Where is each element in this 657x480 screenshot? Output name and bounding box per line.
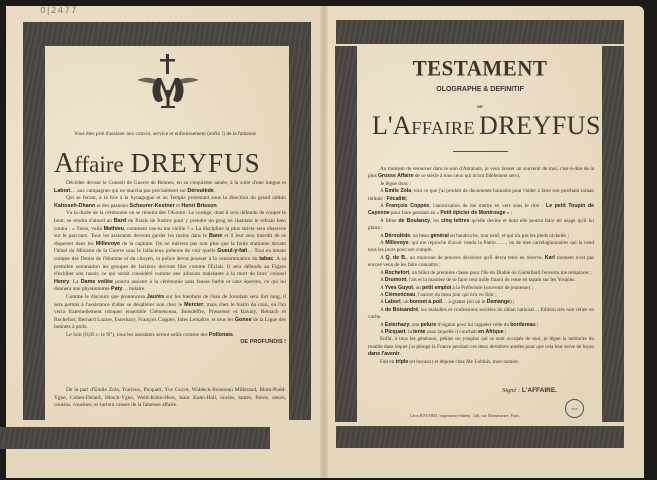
emphasis-name: Labori — [384, 299, 401, 306]
emphasis-name: Pollonais — [208, 331, 233, 338]
bequest-item: A Rochefort, un billet de première classe pour l'Ile du Diable où Guénillard l'enverra me remplacer ; — [380, 269, 592, 276]
left-frame-top — [23, 22, 311, 46]
left-frame-left — [23, 46, 45, 420]
emphasis-name: petit emploi — [422, 284, 452, 291]
emphasis-name: Q. de B. — [385, 254, 407, 261]
left-paragraph: Le Soir (0,05 c. le N°), tous les assistants seront soûls comme des Pollonais. — [66, 331, 235, 338]
emphasis-name: Jaurès — [146, 293, 165, 300]
left-paragraph: Décédée devant le Conseil de Guerre de Rennes, en sa cinquième année, à la suite d'une longue et Labori… aux campagnes qui ne marcha pas précisément sur Déroulède. — [54, 180, 286, 194]
bequest-item: A Drumont, l'art et la manière de se faire cent mille francs de rente en tapant sur les Youpins. — [380, 277, 576, 284]
bequest-item: A Labori, un bonnet à poil… à gratter (où on le Demange) ; — [380, 299, 515, 306]
emphasis-name: Bard — [113, 217, 127, 224]
intro-paragraph: Au moment de retourner dans le sein d'Abraham, je veux laisser un souvenir de moi, c'est-à-dire de la plus Grosse Affaire de ce siècle à tous ceux qui m'ont fidèlement servi. — [368, 166, 594, 180]
emphasis-name: Grosse Affaire — [377, 173, 414, 180]
emphasis-name: bonnet à poil — [409, 299, 442, 306]
title-name: DREYFUS — [130, 148, 261, 178]
emphasis-name: Emile Zola — [384, 188, 412, 195]
emphasis-name: Drumont — [384, 277, 407, 284]
right-frame-right — [602, 46, 624, 422]
center-fold — [320, 6, 328, 478]
invitation-text: Vous êtes prié d'assister aux convoi, service et enfouissement (enfin !) de la fameuse — [74, 131, 256, 137]
emphasis-name: bordereau — [510, 321, 536, 328]
bequest-intro: Je lègue donc : — [380, 180, 411, 187]
printer-imprint: Léon BAYARD, imprimeur-éditeur, 146, rue Montmartre, Paris. — [410, 413, 521, 418]
emphasis-name: Scheurer-Kestner — [129, 202, 175, 209]
emphasis-name: Rochefort — [384, 269, 410, 276]
emphasis-name: Millevoye — [385, 240, 409, 247]
library-stamp-icon: BnF — [565, 399, 584, 418]
emphasis-name: Fécalité — [386, 195, 407, 202]
made-in-paragraph: Fait en triple (et boyaux) et déposé chez Me Loblois, mon notaire. — [380, 358, 520, 365]
cross-monogram-emblem-icon — [133, 54, 203, 112]
right-frame-bottom — [336, 426, 624, 448]
bequest-item: A Millevoye, qui me reproche d'avoir vendu la Patrie……, un de mes carrelagionnaires qui la vend tous les jours pour son compte. — [368, 240, 594, 254]
closing-deprofundis: DE PROFUNDIS ! — [240, 339, 286, 346]
emphasis-name: Henry — [54, 278, 70, 285]
bequest-item: A Yves Guyot, un petit emploi à la Préfecture (souvenir de jeunesse) ; — [380, 284, 533, 291]
bequest-item: A Clémenceau, l'aurore du beau jour qui m'a vu finir ; — [380, 291, 497, 298]
emphasis-name: Esterhazy — [384, 321, 410, 328]
emphasis-name: Henri Brisson — [181, 202, 217, 209]
emphasis-name: dans l'avenir — [368, 351, 400, 358]
signatories-text: De la part d'Emile Zola, Trarieux, Picquart, Yve Guyot, Waldeck-Rousseau Millerand, Blum-Pudd-Ygue, Cohen-Delard, Hirsch-Ygne, Weill-Kohn-Hess, Isaac Kahn-Hall, oncles, tantes, frères, sœurs, cousins, cousines, et surtout causes de la fameuse affaire. — [54, 387, 286, 409]
emphasis-name: Dame voilée — [80, 278, 114, 285]
bequest-item: A Picquart, la tente sous laquelle il couchait en Afrique ; — [380, 328, 507, 335]
bequest-item: A de Boisandré, les maladies et confessions secrètes du uhlan national… Edition très rare reliée en vache. — [368, 306, 594, 321]
emphasis-name: général — [430, 232, 449, 239]
bequest-item: A Q. de B., un monceau de preuves décisives qu'il devra tenir en réserve, Karl moment n'est pas encore venu de les faire connaître ; — [368, 254, 594, 269]
emphasis-name: Bane — [209, 233, 223, 240]
emphasis-name: en Afrique — [478, 328, 504, 335]
emphasis-name: Petit épicier de Montrouge — [440, 210, 506, 217]
testament-subtitle: OLOGRAPHE & DEFINITIF — [436, 86, 524, 93]
left-title — [54, 148, 284, 180]
catalog-number: 0|2477 — [40, 6, 78, 16]
emphasis-name: Paty — [111, 286, 123, 293]
left-paragraph: Comme le discours que prononcera Jaurès sur les bienfaits de l'eau de Jourdain sera fort long, il sera permis à l'assistance d'aller se désaltérer non chez le Mercier, mais chez le bistro du coin, où l'on verra fraternellement trinquer ensemble Clémenceau, Boisdeffre, Pressensé et Bavary, Reinach et Rochefort, Bernard Lazare, Esterhazy, François Coppée, Jules Lemaître, et tous les Gonse de la Ligue des bonnets à poils. — [54, 293, 287, 331]
emphasis-name: Demange — [486, 299, 510, 306]
bequest-item: A Mme de Boulancy, les cinq lettres qu'elle devine et dont elle pourra faire tel usage qu'il lui plaira ; — [368, 217, 594, 232]
bequest-item: A Esterhazy, une pelure d'oignon pour lui rappeler celle du bordereau ; — [380, 321, 539, 328]
emphasis-name: Yves Guyot — [384, 284, 414, 291]
emphasis-name: de Boisandré — [385, 306, 419, 313]
emphasis-name: triple — [395, 358, 409, 365]
signature — [502, 387, 557, 394]
emphasis-name: François Coppée — [385, 203, 430, 210]
testament-connector: DE — [477, 104, 483, 109]
left-frame-bottom — [0, 427, 270, 449]
emphasis-name: Picquart — [384, 328, 406, 335]
emphasis-name: Le petit Toupin de Cayenne — [368, 203, 594, 217]
left-paragraph: Vu la durée de la cérémonie on se réunira dès l'Aurore. Le cortège, dont il sera défendu de couper le bout, se rendra d'abord au Bard du Palais de Justice pour y prendre un grog en chantant le refrain bien connu : « Tiens, voilà Mathieu, comment vas-tu ma vieille ? » La discipline la plus stricte sera observée sur le parcours. Tous les assistants devront garder les mains dans le Bane et il leur sera interdit de se disperser dans les Millevoye de la capitale. On ne tolérera pas non plus que la foule stationne devant l'hôtel du Ministre de la Guerre sous le fallacieux prétexte de voir quelle Gueul-y-fait… Tout en tenant compte des Droits de l'Homme et du citoyen, la police devra pousser à la consommation du tabac. A sa première sommation les groupes de factieux devront filer comme l'Eclair. Il sera défendu au Figaro d'exhiber son rasoir, ce qui serait considéré comme une allusion malséante à la mort du brav' colonel Henry. La Dame voilée pourra assister à la cérémonie sans fausse barbe et sans éperons, ce qui lui donnera une physionomie Paty… bulaire. — [54, 210, 287, 293]
title-prefix: ffaire — [74, 152, 124, 177]
right-frame-top — [336, 20, 624, 44]
emphasis-name: Mercier — [184, 301, 204, 308]
signature-label: Signé : — [502, 387, 521, 394]
bequest-item: A Déroulède, un beau général en baudruche, tout neuf, et qui n'a pas les pieds nickelés ; — [380, 232, 569, 239]
bequest-item: A François Coppée, l'autorisation de me mettre en vers sous le titre : Le petit Toupin de Cayenne pour faire pendant au « Petit épicier de Montrouge » ; — [368, 203, 594, 217]
signature-name: L'AFFAIRE. — [521, 387, 557, 394]
emphasis-name: Mathieu — [103, 225, 124, 232]
emphasis-name: tabac — [259, 255, 274, 262]
emphasis-name: pelure — [420, 321, 437, 328]
emphasis-name: Kahoseh-Dhann — [54, 202, 96, 209]
emphasis-name: de Boulancy — [398, 217, 430, 224]
left-frame-right — [289, 46, 311, 420]
emphasis-name: Gonse — [234, 316, 252, 323]
emphasis-name: Déroulède — [384, 232, 411, 239]
right-body-text — [368, 166, 594, 366]
emphasis-name: Gueul-y-fait — [217, 248, 248, 255]
emphasis-name: Clémenceau — [384, 291, 416, 298]
left-paragraph: Qui se feront, à la fois à la Synagogue et au Temple protestant sous la direction du grand rabbin Kahoseh-Dhann et des pasteurs Scheurer-Kestner et Henri Brisson. — [54, 195, 286, 209]
left-body-text — [54, 180, 286, 347]
emphasis-name: cinq lettres — [441, 217, 470, 224]
title-initial: A — [54, 148, 75, 179]
title-rule — [453, 151, 508, 152]
emphasis-name: Millevoye — [95, 240, 121, 247]
final-paragraph: Enfin, à tous les généraux, pékins ou youpins qui se sont occupés de moi, je lègue la mémoire du trouble dans lequel j'ai plongé la France pendant ces deux dernières années pour que cela leur serve de leçon dans l'avenir. — [368, 336, 594, 358]
emphasis-name: tente — [413, 328, 426, 335]
emphasis-name: Karl — [544, 254, 555, 261]
emphasis-name: Labori — [54, 187, 71, 194]
right-frame-left — [335, 46, 357, 422]
emphasis-name: Déroulède — [187, 187, 214, 194]
bequest-item: A Emile Zola, tout ce que j'ai produit de documents humains pour l'aider à faire son prochain roman intitulé : Fécalité; — [368, 188, 595, 202]
testament-main-title: L'AFFAIRE DREYFUS — [372, 111, 602, 140]
testament-title: TESTAMENT — [412, 55, 548, 81]
